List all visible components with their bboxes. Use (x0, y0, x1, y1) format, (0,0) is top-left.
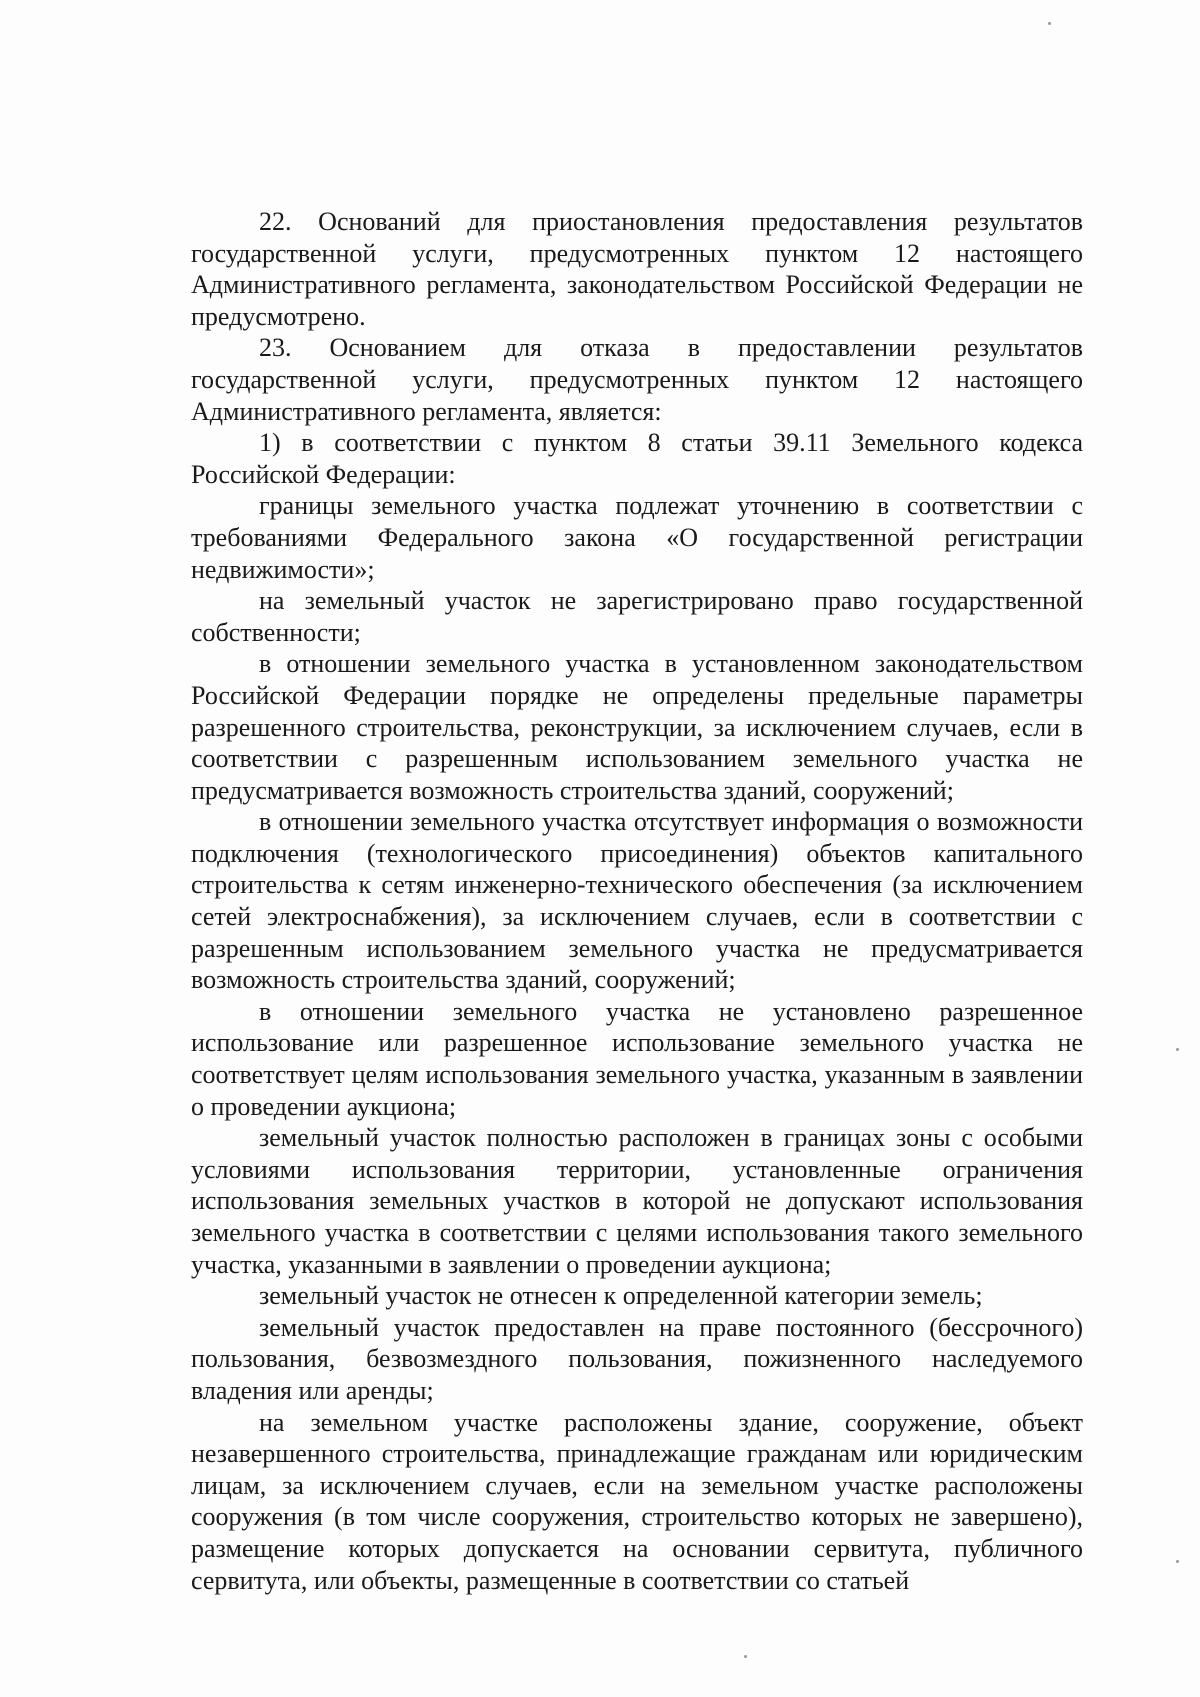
existing-buildings-clause: на земельном участке расположены здание, сооружение, объект незавершенного строительства, принадлежащие гражданам или юридическим лицам, за исключением случаев, если на земельном участке расположены сооружения (в том числе сооружения, строительство которых не завершено), размещение которых допускается на основании сервитута, публичного сервитута, или объекты, размещенные в соответствии со статьей (191, 1407, 1083, 1595)
document-body (191, 206, 1083, 1596)
scan-speck (1048, 22, 1051, 25)
scan-speck (744, 1655, 747, 1658)
paragraph-23-item-1: 1) в соответствии с пунктом 8 статьи 39.11 Земельного кодекса Российской Федерации: (191, 428, 1083, 489)
scan-speck (1176, 1560, 1179, 1563)
construction-parameters-clause: в отношении земельного участка в установленном законодательством Российской Федерации порядке не определены предельные параметры разрешенного строительства, реконструкции, за исключением случаев, если в соответствии с разрешенным использованием земельного участка не предусматривается возможность строительства зданий, сооружений; (191, 649, 1083, 805)
permitted-use-clause: в отношении земельного участка не установлено разрешенное использование или разрешенное использование земельного участка не соответствует целям использования земельного участка, указанным в заявлении о проведении аукциона; (191, 996, 1083, 1121)
paragraph-23: 23. Основанием для отказа в предоставлении результатов государственной услуги, предусмотренных пунктом 12 настоящего Административного регламента, является: (191, 333, 1083, 426)
existing-rights-clause: земельный участок предоставлен на праве постоянного (бессрочного) пользования, безвозмездного пользования, пожизненного наследуемого владения или аренды; (191, 1312, 1083, 1405)
utility-connection-clause: в отношении земельного участка отсутствует информация о возможности подключения (технологического присоединения) объектов капитального строительства к сетям инженерно-технического обеспечения (за исключением сетей электроснабжения), за исключением случаев, если в соответствии с разрешенным использованием земельного участка не предусматривается возможность строительства зданий, сооружений; (191, 807, 1083, 995)
scan-speck (1176, 1048, 1179, 1051)
ground-boundaries-clause: границы земельного участка подлежат уточнению в соответствии с требованиями Федерального закона «О государственной регистрации недвижимости»; (191, 491, 1083, 584)
land-category-clause: земельный участок не отнесен к определенной категории земель; (259, 1281, 983, 1311)
ownership-clause: на земельный участок не зарегистрировано право государственной собственности; (191, 586, 1083, 647)
special-zone-clause: земельный участок полностью расположен в границах зоны с особыми условиями использования территории, установленные ограничения использования земельных участков в которой не допускают использования земельного участка в соответствии с целями использования такого земельного участка, указанными в заявлении о проведении аукциона; (191, 1123, 1083, 1279)
paragraph-22: 22. Оснований для приостановления предоставления результатов государственной услуги, предусмотренных пунктом 12 настоящего Административного регламента, законодательством Российской Федерации не предусмотрено. (191, 207, 1083, 331)
